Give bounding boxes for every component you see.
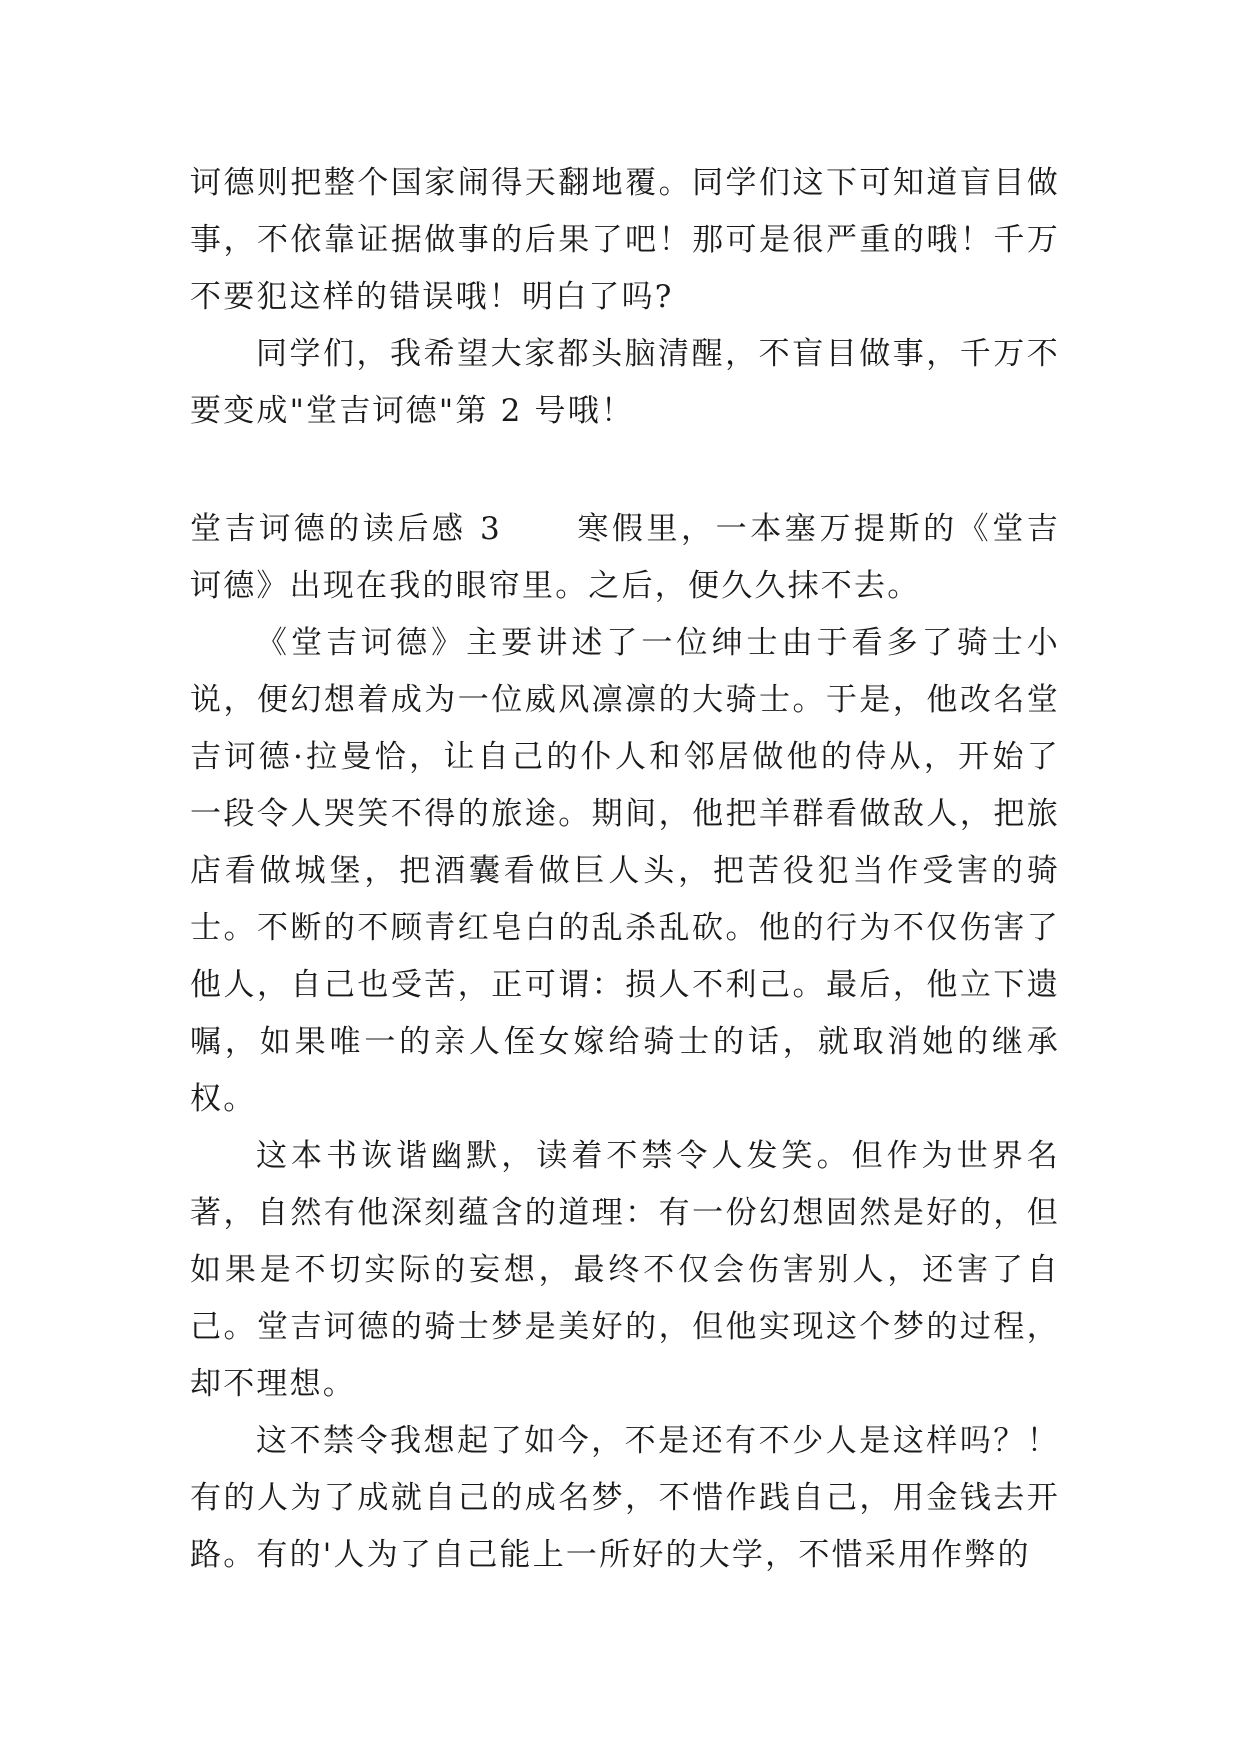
- section-2: [190, 501, 1060, 1584]
- paragraph-1-2: 同学们，我希望大家都头脑清醒，不盲目做事，千万不要变成"堂吉诃德"第 2 号哦！: [190, 336, 1060, 429]
- paragraph-2-2: 《堂吉诃德》主要讲述了一位绅士由于看多了骑士小说，便幻想着成为一位威风凛凛的大骑士。于是，他改名堂吉诃德·拉曼恰，让自己的仆人和邻居做他的侍从，开始了一段令人哭笑不得的旅途。期间，他把羊群看做敌人，把旅店看做城堡，把酒囊看做巨人头，把苦役犯当作受害的骑士。不断的不顾青红皂白的乱杀乱砍。他的行为不仅伤害了他人，自己也受苦，正可谓：损人不利己。最后，他立下遗嘱，如果唯一的亲人侄女嫁给骑士的话，就取消她的继承权。: [190, 625, 1060, 1117]
- section-1: [190, 155, 1060, 440]
- paragraph-2-1: 寒假里，一本塞万提斯的《堂吉诃德》出现在我的眼帘里。之后，便久久抹不去。: [190, 511, 1060, 604]
- paragraph-2-3: 这本书诙谐幽默，读着不禁令人发笑。但作为世界名著，自然有他深刻蕴含的道理：有一份幻想固然是好的，但如果是不切实际的妄想，最终不仅会伤害别人，还害了自己。堂吉诃德的骑士梦是美好的，但他实现这个梦的过程，却不理想。: [190, 1138, 1060, 1402]
- section-2-opening: [190, 501, 1060, 615]
- section-heading: 堂吉诃德的读后感 3: [190, 511, 502, 547]
- paragraph-1-1: 诃德则把整个国家闹得天翻地覆。同学们这下可知道盲目做事，不依靠证据做事的后果了吧！那可是很严重的哦！千万不要犯这样的错误哦！明白了吗?: [190, 165, 1060, 315]
- paragraph-2-4: 这不禁令我想起了如今，不是还有不少人是这样吗？！有的人为了成就自己的成名梦，不惜作践自己，用金钱去开路。有的'人为了自己能上一所好的大学，不惜采用作弊的: [190, 1423, 1060, 1573]
